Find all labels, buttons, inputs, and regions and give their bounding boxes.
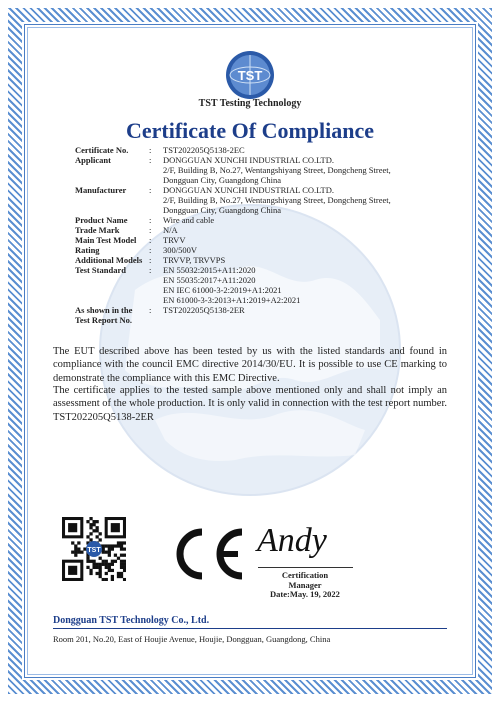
field-row bbox=[75, 295, 435, 305]
field-row bbox=[75, 165, 435, 175]
field-label: Certificate No. bbox=[75, 145, 129, 155]
svg-text:CE: CE bbox=[168, 526, 170, 527]
field-label: Rating bbox=[75, 245, 100, 255]
validity-statement: The certificate applies to the tested sample above mentioned only and shall not imply an assessment of the whole production. It is only valid in connection with the test report number. TST202205Q5138-2ER bbox=[53, 385, 447, 423]
field-label: Product Name bbox=[75, 215, 128, 225]
signer-date: Date:May. 19, 2022 bbox=[270, 589, 340, 599]
field-row: Product Name : Wire and cable bbox=[75, 215, 435, 225]
field-label bbox=[75, 285, 149, 295]
field-value: TRVVP, TRVVPS bbox=[163, 255, 226, 265]
field-row: Manufacturer : DONGGUAN XUNCHI INDUSTRIAL CO.LTD. bbox=[75, 185, 435, 195]
field-label bbox=[75, 275, 149, 285]
field-value: Dongguan City, Guangdong China bbox=[163, 175, 281, 185]
field-value: EN 61000-3-3:2013+A1:2019+A2:2021 bbox=[163, 295, 301, 305]
field-value: 2/F, Building B, No.27, Wentangshiyang Street, Dongcheng Street, bbox=[163, 165, 391, 175]
field-row: Rating : 300/500V bbox=[75, 245, 435, 255]
qr-logo-text: TST bbox=[87, 547, 101, 554]
tst-logo bbox=[225, 50, 275, 100]
field-label bbox=[75, 195, 149, 205]
qr-code bbox=[62, 517, 126, 581]
field-row bbox=[75, 175, 435, 185]
field-label bbox=[75, 165, 149, 175]
compliance-statement: The EUT described above has been tested by us with the listed standards and found in compliance with the council EMC directive 2014/30/EU. It is possible to use CE marking to demonstrate the compliance with this EMC Directive. bbox=[53, 346, 447, 384]
field-value: 300/500V bbox=[163, 245, 197, 255]
field-label: Applicant bbox=[75, 155, 111, 165]
field-row bbox=[75, 195, 435, 205]
field-label: Trade Mark bbox=[75, 225, 120, 235]
field-value: EN IEC 61000-3-2:2019+A1:2021 bbox=[163, 285, 282, 295]
field-row: Additional Models : TRVVP, TRVVPS bbox=[75, 255, 435, 265]
field-value: TRVV bbox=[163, 235, 186, 245]
signer-block bbox=[245, 571, 365, 600]
field-value: Wire and cable bbox=[163, 215, 215, 225]
signature bbox=[255, 515, 345, 565]
field-row bbox=[75, 205, 435, 215]
footer-company: Dongguan TST Technology Co., Ltd. bbox=[53, 615, 210, 626]
field-label: Manufacturer bbox=[75, 185, 127, 195]
field-value: TST202205Q5138-2EC bbox=[163, 145, 245, 155]
signer-role-line2: Manager bbox=[288, 579, 322, 590]
field-row: Main Test Model : TRVV bbox=[75, 235, 435, 245]
field-value: EN 55032:2015+A11:2020 bbox=[163, 265, 256, 275]
field-value: EN 55035:2017+A11:2020 bbox=[163, 275, 256, 285]
svg-text:Andy: Andy bbox=[257, 522, 327, 559]
logo-text: TST bbox=[237, 68, 263, 83]
field-label: Main Test Model bbox=[75, 235, 137, 245]
field-value: N/A bbox=[163, 225, 178, 235]
field-value: DONGGUAN XUNCHI INDUSTRIAL CO.LTD. bbox=[163, 155, 335, 165]
field-value: DONGGUAN XUNCHI INDUSTRIAL CO.LTD. bbox=[163, 185, 335, 195]
field-row: Trade Mark : N/A bbox=[75, 225, 435, 235]
brand-name: TST Testing Technology bbox=[198, 98, 302, 109]
footer-divider bbox=[53, 628, 447, 629]
field-value: TST202205Q5138-2ER bbox=[163, 305, 245, 315]
certificate-title: Certificate Of Compliance bbox=[125, 118, 375, 143]
ce-mark bbox=[168, 526, 248, 582]
field-label: As shown in the Test Report No. bbox=[75, 305, 133, 325]
signature-line bbox=[258, 567, 353, 568]
field-row bbox=[75, 285, 435, 295]
certificate-fields bbox=[75, 145, 435, 325]
field-label: Test Standard bbox=[75, 265, 126, 275]
field-row: Test Standard : EN 55032:2015+A11:2020 bbox=[75, 265, 435, 275]
footer-address: Room 201, No.20, East of Houjie Avenue, Houjie, Dongguan, Guangdong, China bbox=[53, 634, 331, 644]
field-label bbox=[75, 295, 149, 305]
field-row: As shown in the Test Report No. : TST202205Q5138-2ER bbox=[75, 305, 435, 325]
field-label bbox=[75, 175, 149, 185]
field-value: 2/F, Building B, No.27, Wentangshiyang Street, Dongcheng Street, bbox=[163, 195, 391, 205]
field-label: Additional Models bbox=[75, 255, 143, 265]
field-value: Dongguan City, Guangdong China bbox=[163, 205, 281, 215]
field-row: Certificate No. : TST202205Q5138-2EC bbox=[75, 145, 435, 155]
field-row: Applicant : DONGGUAN XUNCHI INDUSTRIAL CO.LTD. bbox=[75, 155, 435, 165]
signer-role-line1: Certification bbox=[281, 570, 329, 580]
field-row bbox=[75, 275, 435, 285]
field-label bbox=[75, 205, 149, 215]
